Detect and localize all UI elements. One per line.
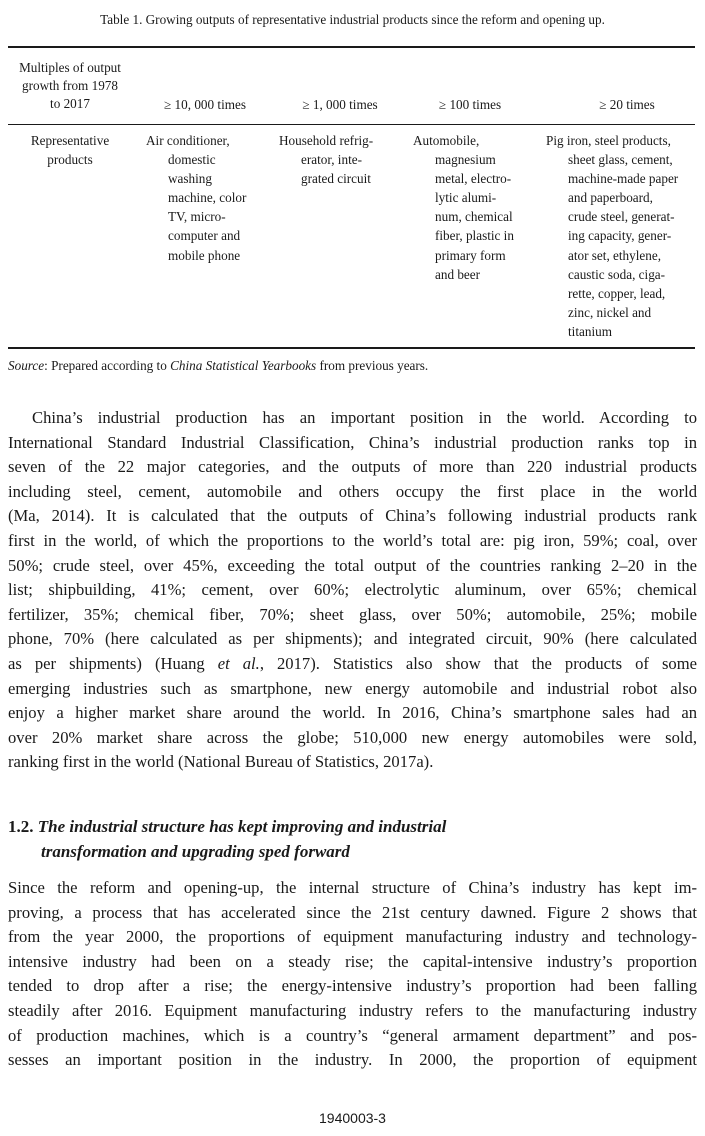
- cell-line: zinc, nickel and: [568, 304, 652, 320]
- source-label: Source: [8, 358, 45, 373]
- header-label-line: growth from 1978: [22, 78, 118, 93]
- cell-line: grated circuit: [301, 171, 371, 187]
- table-cell-20: [546, 131, 678, 341]
- cell-line: machine, color: [168, 190, 247, 206]
- text-line: China’s industrial production has an important position in the world. According to: [32, 408, 697, 427]
- text-line: first in the world, of which the proportions to the world’s total are: pig iron, 59%; coal, over: [8, 530, 697, 550]
- cell-line: mobile phone: [168, 247, 241, 263]
- column-header-1000: ≥ 1, 000 times: [302, 97, 378, 112]
- cell-line: ator set, ethylene,: [568, 247, 662, 263]
- text-line: proving, a process that has accelerated since the 21st century dawned. Figure 2 shows that: [8, 902, 697, 922]
- text-line: emerging industries such as smartphone, new energy automobile and industrial robot also: [8, 678, 697, 698]
- text-line: steadily after 2016. Equipment manufacturing industry refers to the manufacturing industry: [8, 1000, 697, 1020]
- cell-line: erator, inte-: [301, 152, 362, 168]
- text-segment-italic: et al.: [217, 653, 260, 673]
- source-title: China Statistical Yearbooks: [170, 358, 317, 373]
- section-heading: [8, 815, 446, 864]
- row-label-line: Representative: [30, 133, 110, 148]
- text-line: enjoy a higher market share around the world. In 2016, China’s smartphone sales had an: [8, 703, 697, 723]
- section-title-continued: transformation and upgrading sped forward: [41, 841, 350, 861]
- text-line: tended to drop after a rise; the energy-intensive industry’s proportion had been falling: [8, 976, 697, 996]
- text-line: from the year 2000, the proportions of equipment manufacturing industry and technology-: [8, 927, 697, 947]
- text-line: including steel, cement, automobile and others occupy the first place in the world: [8, 481, 697, 501]
- cell-line: Pig iron, steel products,: [546, 133, 671, 148]
- text-segment: , 2017). Statistics also show that the products of some: [259, 653, 698, 673]
- cell-line: ing capacity, gener-: [568, 228, 672, 244]
- text-line: phone, 70% (here calculated as per shipments); and integrated circuit, 90% (here calculated: [8, 629, 697, 649]
- cell-line: TV, micro-: [168, 209, 226, 225]
- cell-line: and beer: [435, 266, 481, 282]
- source-text-end: from previous years.: [316, 358, 429, 373]
- text-line: list; shipbuilding, 41%; cement, over 60%; electrolytic aluminum, over 65%; chemical: [8, 580, 697, 600]
- text-line: Since the reform and opening-up, the internal structure of China’s industry has kept im-: [8, 878, 697, 897]
- header-label-line: to 2017: [50, 96, 90, 111]
- text-line-citation: [8, 652, 697, 677]
- table-caption: Table 1. Growing outputs of representative industrial products since the reform and opening up.: [100, 12, 605, 27]
- row-label: [8, 131, 132, 169]
- text-line: over 20% market share across the globe; 510,000 new energy automobiles were sold,: [8, 727, 697, 747]
- text-line: of production machines, which is a country’s “general armament department” and pos-: [8, 1025, 697, 1045]
- table-cell-100: [413, 131, 514, 284]
- table-cell-1000: [279, 131, 373, 188]
- cell-line: metal, electro-: [435, 171, 512, 187]
- table-cell-10000: [146, 131, 246, 265]
- cell-line: num, chemical: [435, 209, 513, 225]
- text-line: (Ma, 2014). It is calculated that the outputs of China’s following industrial products rank: [8, 506, 697, 526]
- cell-line: washing: [168, 171, 212, 187]
- cell-line: Air conditioner,: [146, 133, 230, 148]
- column-header-10000: ≥ 10, 000 times: [164, 97, 246, 112]
- source-text: : Prepared according to: [44, 358, 171, 373]
- body-paragraph-2: [8, 876, 697, 1073]
- cell-line: and paperboard,: [568, 190, 653, 206]
- table-header-label: [8, 59, 132, 113]
- table-top-rule: [8, 46, 695, 48]
- section-heading-line: [8, 815, 446, 840]
- cell-line: Automobile,: [413, 133, 480, 148]
- column-header-20: ≥ 20 times: [599, 97, 655, 112]
- cell-line: magnesium: [435, 152, 496, 168]
- text-line: International Standard Industrial Classification, China’s industrial production ranks top in: [8, 432, 697, 452]
- cell-line: crude steel, generat-: [568, 209, 675, 225]
- row-label-line: products: [47, 152, 93, 168]
- cell-line: sheet glass, cement,: [568, 152, 673, 168]
- text-line: 50%; crude steel, over 45%, exceeding the total output of the countries ranking 2–20 in the: [8, 555, 697, 575]
- cell-line: caustic soda, ciga-: [568, 266, 666, 282]
- page-number: 1940003-3: [319, 1110, 386, 1126]
- cell-line: titanium: [568, 323, 612, 339]
- cell-line: machine-made paper: [568, 171, 679, 187]
- cell-line: Household refrig-: [279, 133, 374, 148]
- text-segment: as per shipments) (Huang: [8, 653, 218, 673]
- text-line: seven of the 22 major categories, and the outputs of more than 220 industrial products: [8, 457, 697, 477]
- text-line: fertilizer, 35%; chemical fiber, 70%; sheet glass, over 50%; automobile, 25%; mobile: [8, 604, 697, 624]
- text-line: intensive industry had been on a steady rise; the capital-intensive industry’s proportion: [8, 951, 697, 971]
- cell-line: domestic: [168, 152, 216, 168]
- cell-line: rette, copper, lead,: [568, 285, 666, 301]
- text-line: sesses an important position in the industry. In 2000, the proportion of equipment: [8, 1050, 697, 1070]
- table-header-rule: [8, 124, 695, 125]
- cell-line: primary form: [435, 247, 506, 263]
- section-number: 1.2.: [8, 817, 34, 836]
- cell-line: fiber, plastic in: [435, 228, 514, 244]
- table-source-note: [8, 358, 428, 374]
- header-label-line: Multiples of output: [19, 60, 121, 75]
- body-paragraph-1: [8, 406, 697, 775]
- section-title: The industrial structure has kept improving and industrial: [37, 817, 447, 836]
- cell-line: computer and: [168, 228, 241, 244]
- text-line: ranking first in the world (National Bureau of Statistics, 2017a).: [8, 752, 434, 772]
- table-bottom-rule: [8, 347, 695, 349]
- cell-line: lytic alumi-: [435, 190, 497, 206]
- column-header-100: ≥ 100 times: [438, 97, 502, 112]
